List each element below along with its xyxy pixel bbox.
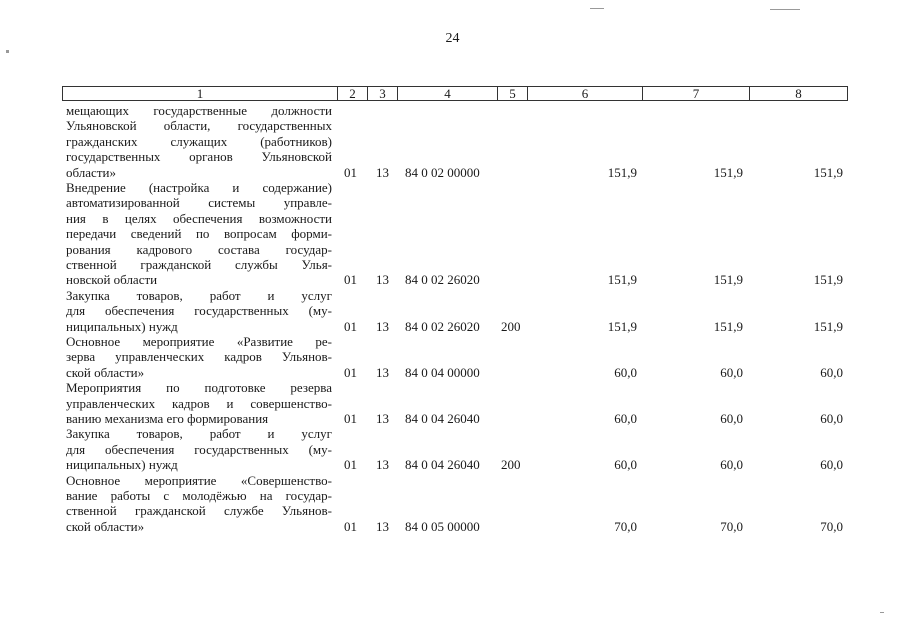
row-description <box>66 426 332 472</box>
header-col-8: 8 <box>795 86 802 101</box>
description-line: ственной гражданской службе Ульянов- <box>66 503 332 519</box>
description-line: Закупка товаров, работ и услуг <box>66 287 332 303</box>
header-col-4: 4 <box>398 87 498 100</box>
row-c6-value: 151,9 <box>607 164 637 180</box>
row-c7-value: 60,0 <box>720 411 743 426</box>
row-c4-value: 84 0 04 26040 <box>405 411 480 426</box>
row-c4-value: 84 0 02 00000 <box>405 164 480 180</box>
scan-speck <box>770 9 800 10</box>
row-c4-value: 84 0 04 26040 <box>405 457 480 473</box>
row-c2-value: 01 <box>344 164 357 180</box>
description-line: гражданских служащих (работников) <box>66 133 332 149</box>
row-c2-value: 01 <box>344 272 357 288</box>
row-c8-value: 151,9 <box>813 318 843 334</box>
row-c3-value: 13 <box>376 318 389 334</box>
row-description <box>66 380 332 426</box>
row-c8-value: 70,0 <box>820 518 843 534</box>
description-line: Основное мероприятие «Совершенство- <box>66 472 332 488</box>
description-line: ской области» <box>66 518 145 534</box>
description-line: новской области <box>66 272 158 288</box>
description-line: управленческих кадров и совершенство- <box>66 395 332 411</box>
row-c7-value: 60,0 <box>720 457 743 473</box>
scan-speck <box>6 50 9 53</box>
header-col-1: 1 <box>63 87 338 100</box>
row-c7-value: 151,9 <box>713 164 743 180</box>
header-col-2: 2 <box>338 87 368 100</box>
row-c2-value: 01 <box>344 457 357 473</box>
description-line: ния в целях обеспечения возможности <box>66 210 332 226</box>
header-col-5: 5 <box>498 87 528 100</box>
description-line: передачи сведений по вопросам форми- <box>66 226 332 242</box>
description-line: Внедрение (настройка и содержание) <box>66 180 332 195</box>
row-c7-value: 151,9 <box>713 318 743 334</box>
row-c6-value: 151,9 <box>607 318 637 334</box>
row-c3-value: 13 <box>376 457 389 473</box>
row-c4-value: 84 0 02 26020 <box>405 272 480 288</box>
row-c6-value: 60,0 <box>614 364 637 380</box>
row-c7-value: 60,0 <box>720 364 743 380</box>
description-line: для обеспечения государственных (му- <box>66 441 332 457</box>
description-line: ственной гражданской службы Улья- <box>66 257 332 273</box>
row-c2-value: 01 <box>344 411 357 426</box>
description-line: автоматизированной системы управле- <box>66 195 332 211</box>
row-c8-value: 151,9 <box>813 272 843 288</box>
row-c8-value: 151,9 <box>813 164 843 180</box>
row-c5-value: 200 <box>501 318 521 334</box>
description-line: Закупка товаров, работ и услуг <box>66 426 332 442</box>
description-line: области» <box>66 164 116 180</box>
row-description <box>66 334 332 380</box>
row-c6-value: 60,0 <box>614 411 637 426</box>
description-line: зерва управленческих кадров Ульянов- <box>66 349 332 365</box>
description-line: Основное мероприятие «Развитие ре- <box>66 334 332 349</box>
row-c3-value: 13 <box>376 411 389 426</box>
scan-speck <box>590 8 604 9</box>
header-col-6: 6 <box>528 87 643 100</box>
row-description <box>66 103 332 180</box>
description-line: ниципальных) нужд <box>66 457 178 473</box>
row-c7-value: 151,9 <box>713 272 743 288</box>
description-line: ниципальных) нужд <box>66 318 178 334</box>
description-line: для обеспечения государственных (му- <box>66 303 332 319</box>
row-c8-value: 60,0 <box>820 364 843 380</box>
header-col-7: 7 <box>643 87 750 100</box>
row-c8-value: 60,0 <box>820 411 843 426</box>
row-description <box>66 473 332 535</box>
row-c4-value: 84 0 04 00000 <box>405 364 480 380</box>
page-number: 24 <box>445 31 460 46</box>
description-line: вание работы с молодёжью на государ- <box>66 488 332 503</box>
description-line: мещающих государственные должности <box>66 103 332 118</box>
header-col-3: 3 <box>368 87 398 100</box>
row-c7-value: 70,0 <box>720 518 743 534</box>
row-c3-value: 13 <box>376 272 389 288</box>
row-c5-value: 200 <box>501 457 521 473</box>
description-line: государственных органов Ульяновской <box>66 149 332 165</box>
scan-speck <box>880 612 884 613</box>
row-c6-value: 151,9 <box>607 272 637 288</box>
row-c2-value: 01 <box>344 364 357 380</box>
row-c3-value: 13 <box>376 364 389 380</box>
row-c6-value: 60,0 <box>614 457 637 473</box>
row-c4-value: 84 0 05 00000 <box>405 518 480 534</box>
row-description <box>66 288 332 334</box>
description-line: рования кадрового состава государ- <box>66 241 332 257</box>
row-c3-value: 13 <box>376 164 389 180</box>
row-c8-value: 60,0 <box>820 457 843 473</box>
description-line: ванию механизма его формирования <box>66 411 269 426</box>
description-line: Ульяновской области, государственных <box>66 118 332 134</box>
description-line: Мероприятия по подготовке резерва <box>66 380 332 396</box>
row-c3-value: 13 <box>376 518 389 534</box>
row-c2-value: 01 <box>344 318 357 334</box>
row-description <box>66 180 332 288</box>
row-c2-value: 01 <box>344 518 357 534</box>
table-header-row <box>62 86 848 101</box>
description-line: ской области» <box>66 364 145 380</box>
row-c4-value: 84 0 02 26020 <box>405 318 480 334</box>
row-c6-value: 70,0 <box>614 518 637 534</box>
